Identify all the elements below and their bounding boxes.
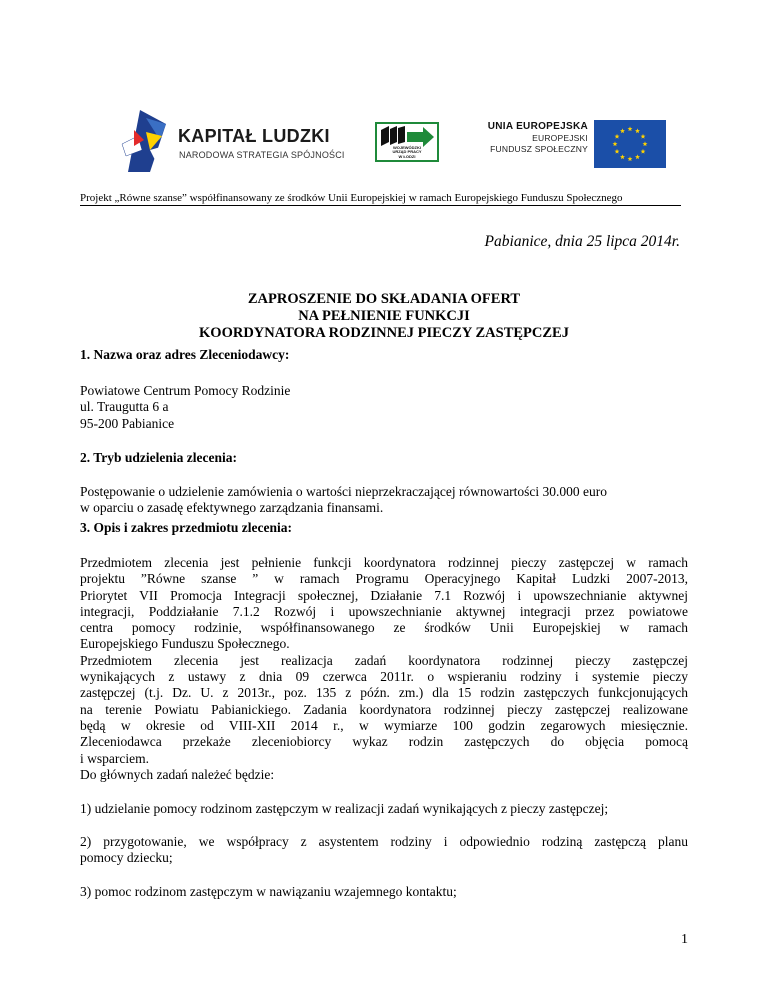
- eu-title: UNIA EUROPEJSKA: [487, 121, 588, 132]
- task-item-3: [80, 884, 688, 900]
- contractor-address: [80, 383, 688, 432]
- task-item-1: [80, 801, 688, 817]
- header-logos: [120, 110, 665, 172]
- project-funding-line: Projekt „Równe szanse” współfinansowany ze środków Unii Europejskiej w ramach Europejskiego Funduszu Społecznego: [80, 192, 623, 204]
- eu-star-icon: [620, 128, 625, 133]
- section-2-line-2: w oparciu o zasadę efektywnego zarządzania finansami.: [80, 500, 384, 516]
- address-line-1: Powiatowe Centrum Pomocy Rodzinie: [80, 383, 291, 398]
- eu-stars-icon: [594, 120, 666, 168]
- title-line-1: ZAPROSZENIE DO SKŁADANIA OFERT: [247, 291, 521, 307]
- wup-lodz-logo: [375, 122, 439, 162]
- task-1-text: 1) udzielanie pomocy rodzinom zastępczym w realizacji zadań wynikających z pieczy zastępczej;: [80, 801, 609, 816]
- section-1-heading: 1. Nazwa oraz adres Zleceniodawcy:: [80, 347, 290, 362]
- p1-line-6: Europejskiego Funduszu Społecznego.: [80, 636, 290, 652]
- p2-line-2: wynikających z ustawy z dnia 09 czerwca 2011r. o wspieraniu rodziny i systemie pieczy: [80, 669, 688, 685]
- tasks-intro: Do głównych zadań należeć będzie:: [80, 766, 275, 782]
- eu-flag: [594, 120, 666, 168]
- document-date: Pabianice, dnia 25 lipca 2014r.: [484, 233, 680, 250]
- title-line-3: KOORDYNATORA RODZINNEJ PIECZY ZASTĘPCZEJ: [199, 325, 569, 341]
- p1-line-3: Priorytet VII Promocja Integracji społecznej, Działanie 7.1 Rozwój i upowszechnianie aktywnej: [80, 587, 688, 603]
- eu-subtitle-2: FUNDUSZ SPOŁECZNY: [490, 144, 588, 154]
- eu-star-icon: [620, 154, 625, 159]
- p2-line-1: Przedmiotem zlecenia jest realizacja zadań koordynatora rodzinnej pieczy zastępczej: [80, 652, 688, 668]
- section-2-heading: 2. Tryb udzielenia zlecenia:: [80, 450, 237, 465]
- p1-line-2: projektu ”Równe szanse ” w ramach Programu Operacyjnego Kapitał Ludzki 2007-2013,: [80, 571, 688, 587]
- section-3-heading: 3. Opis i zakres przedmiotu zlecenia:: [80, 520, 292, 535]
- wup-label: [377, 146, 437, 160]
- eu-star-icon: [635, 154, 640, 159]
- title-line-2: NA PEŁNIENIE FUNKCJI: [298, 308, 470, 324]
- p2-line-5: będą w okresie od VIII-XII 2014 r., w wymiarze 100 godzin zegarowych miesięcznie.: [80, 717, 688, 733]
- task-2-line-1: 2) przygotowanie, we współpracy z asystentem rodziny i odpowiednio rodziną zastępczą planu: [80, 834, 688, 849]
- document-title: [80, 291, 688, 342]
- address-line-2: ul. Traugutta 6 a: [80, 399, 169, 415]
- eu-logo-text: [488, 120, 588, 155]
- eu-star-icon: [615, 149, 620, 154]
- task-item-2: [80, 834, 688, 867]
- section-3-paragraph-1: [80, 555, 688, 783]
- p1-line-1: Przedmiotem zlecenia jest pełnienie funkcji koordynatora rodzinnej pieczy zastępczej w ramach: [80, 555, 688, 570]
- header-divider: [80, 205, 681, 206]
- eu-star-icon: [628, 156, 633, 161]
- p1-line-5: centra pomocy rodzinie, współfinansowanego ze środków Unii Europejskiej w ramach: [80, 620, 688, 636]
- eu-star-icon: [613, 141, 618, 146]
- wup-label-line-1: WOJEWÓDZKI: [393, 144, 421, 150]
- eu-star-icon: [641, 149, 646, 154]
- kapital-ludzki-logo: [120, 110, 360, 172]
- eu-efs-logo: [486, 120, 666, 168]
- eu-star-icon: [643, 141, 648, 146]
- p2-line-7: i wsparciem.: [80, 750, 149, 766]
- page-number: 1: [681, 932, 688, 947]
- eu-subtitle-1: EUROPEJSKI: [532, 133, 588, 143]
- p2-line-6: Zleceniodawca przekaże zleceniobiorcy wykaz rodzin zastępczych do objęcia pomocą: [80, 734, 688, 750]
- wup-label-line-3: W ŁODZI: [398, 153, 416, 159]
- eu-star-icon: [615, 134, 620, 139]
- p2-line-3: zastępczej (t.j. Dz. U. z 2013r., poz. 135 z późn. zm.) dla 15 rodzin zastępczych funkcjonujących: [80, 685, 688, 701]
- task-3-text: 3) pomoc rodzinom zastępczym w nawiązaniu wzajemnego kontaktu;: [80, 884, 457, 899]
- eu-star-icon: [635, 128, 640, 133]
- eu-star-icon: [628, 126, 633, 131]
- kapital-ludzki-title: KAPITAŁ LUDZKI: [178, 126, 330, 146]
- kapital-ludzki-emblem-icon: [120, 110, 172, 172]
- p2-line-4: na terenie Powiatu Pabianickiego. Zadania koordynatora rodzinnej pieczy zastępczej realizowane: [80, 701, 688, 717]
- address-line-3: 95-200 Pabianice: [80, 415, 175, 431]
- eu-star-icon: [641, 134, 646, 139]
- section-2-text: [80, 484, 688, 517]
- kapital-ludzki-subtitle: NARODOWA STRATEGIA SPÓJNOŚCI: [179, 150, 345, 160]
- wup-label-line-2: URZĄD PRACY: [392, 149, 422, 154]
- section-2-line-1: Postępowanie o udzielenie zamówienia o wartości nieprzekraczającej równowartości 30.000 euro: [80, 484, 608, 499]
- task-2-line-2: pomocy dziecku;: [80, 850, 173, 866]
- p1-line-4: integracji, Poddziałanie 7.1.2 Rozwój i upowszechnianie aktywnej integracji przez powiatowe: [80, 603, 688, 619]
